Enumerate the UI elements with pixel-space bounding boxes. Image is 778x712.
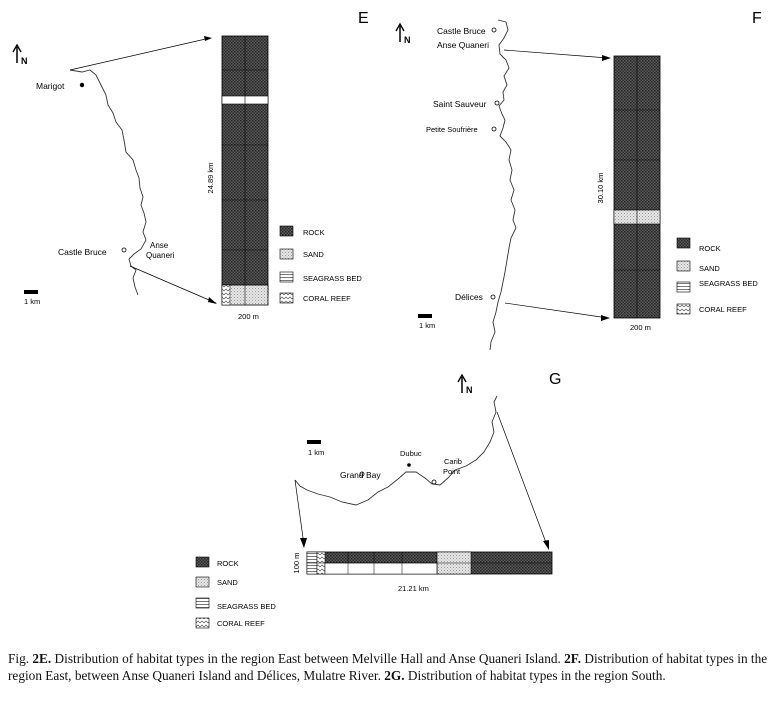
dubuc-marker — [407, 463, 411, 467]
panel-e-letter: E — [358, 10, 369, 27]
north-arrow-e — [13, 45, 28, 66]
petite-soufriere-marker — [492, 127, 496, 131]
place-petite-soufriere: Petite Soufrière — [426, 125, 478, 134]
panel-g — [196, 371, 561, 628]
north-label-g: N — [466, 385, 473, 395]
legend-e-seagrass: SEAGRASS BED — [303, 274, 362, 283]
scale-bar-g — [307, 440, 324, 457]
saint-sauveur-marker — [495, 101, 499, 105]
legend-e-sand: SAND — [303, 250, 324, 259]
caption-f-text: Distribution of habitat types in the region East, between Anse Quaneri Island and Délices, Mulatre River. — [8, 651, 768, 683]
carib-point-marker — [432, 480, 436, 484]
legend-g — [196, 557, 276, 628]
coastline-e — [70, 70, 146, 295]
legend-e-coral: CORAL REEF — [303, 294, 351, 303]
legend-f-coral: CORAL REEF — [699, 305, 747, 314]
place-grand-bay: Grand Bay — [340, 470, 381, 480]
figure-caption — [8, 650, 772, 684]
scale-label-f: 1 km — [419, 321, 436, 330]
legend-g-seagrass: SEAGRASS BED — [217, 602, 276, 611]
panel-f-letter: F — [752, 10, 762, 27]
marigot-marker — [80, 83, 84, 87]
scale-label-g: 1 km — [308, 448, 325, 457]
place-quaneri-e: Quaneri — [146, 251, 175, 260]
transect-g — [307, 552, 552, 574]
caption-e-id: 2E. — [32, 651, 52, 666]
panel-f — [396, 10, 762, 350]
scale-bar-e — [24, 290, 40, 306]
legend-f-rock: ROCK — [699, 244, 721, 253]
place-castle-bruce-e: Castle Bruce — [58, 247, 107, 257]
place-castle-bruce-f: Castle Bruce — [437, 26, 486, 36]
length-label-e: 24.89 km — [206, 162, 215, 194]
caption-g-id: 2G. — [384, 668, 405, 683]
place-saint-sauveur: Saint Sauveur — [433, 99, 487, 109]
place-anse-e: Anse — [150, 241, 169, 250]
scale-label-e: 1 km — [24, 297, 41, 306]
coastline-f — [490, 20, 516, 350]
width-label-g: 100 m — [292, 552, 301, 574]
legend-f — [677, 238, 758, 314]
place-carib: Carib — [444, 457, 462, 466]
castle-bruce-marker-f — [492, 28, 496, 32]
north-arrow-f — [396, 24, 411, 45]
place-point: Point — [443, 467, 461, 476]
legend-f-seagrass: SEAGRASS BED — [699, 279, 758, 288]
transect-e — [222, 36, 268, 305]
place-anse-quaneri-f: Anse Quaneri — [437, 40, 489, 50]
panel-g-letter: G — [549, 371, 562, 388]
legend-g-sand: SAND — [217, 578, 238, 587]
caption-g-text: Distribution of habitat types in the region South. — [404, 668, 666, 683]
transect-g-gap — [325, 563, 437, 574]
length-label-f: 30.10 km — [596, 172, 605, 204]
place-delices: Délices — [455, 292, 483, 302]
legend-f-sand: SAND — [699, 264, 720, 273]
legend-g-rock: ROCK — [217, 559, 239, 568]
scale-bar-f — [418, 314, 435, 330]
north-label-f: N — [404, 35, 411, 45]
caption-f-id: 2F. — [564, 651, 582, 666]
transect-f — [614, 56, 660, 318]
width-label-f: 200 m — [630, 323, 651, 332]
legend-g-coral: CORAL REEF — [217, 619, 265, 628]
transect-e-coral — [222, 285, 230, 305]
north-label-e: N — [21, 56, 28, 66]
coastline-g — [295, 396, 497, 505]
legend-e-rock: ROCK — [303, 228, 325, 237]
width-label-e: 200 m — [238, 312, 259, 321]
castle-bruce-marker-e — [122, 248, 126, 252]
legend-e — [280, 226, 362, 303]
place-marigot: Marigot — [36, 81, 65, 91]
length-label-g: 21.21 km — [398, 584, 429, 593]
caption-prefix: Fig. — [8, 651, 33, 666]
place-dubuc: Dubuc — [400, 449, 422, 458]
caption-e-text: Distribution of habitat types in the region East between Melville Hall and Anse Quaneri Island. — [51, 651, 565, 666]
panel-e — [13, 10, 369, 321]
delices-marker — [491, 295, 495, 299]
north-arrow-g — [458, 375, 473, 395]
